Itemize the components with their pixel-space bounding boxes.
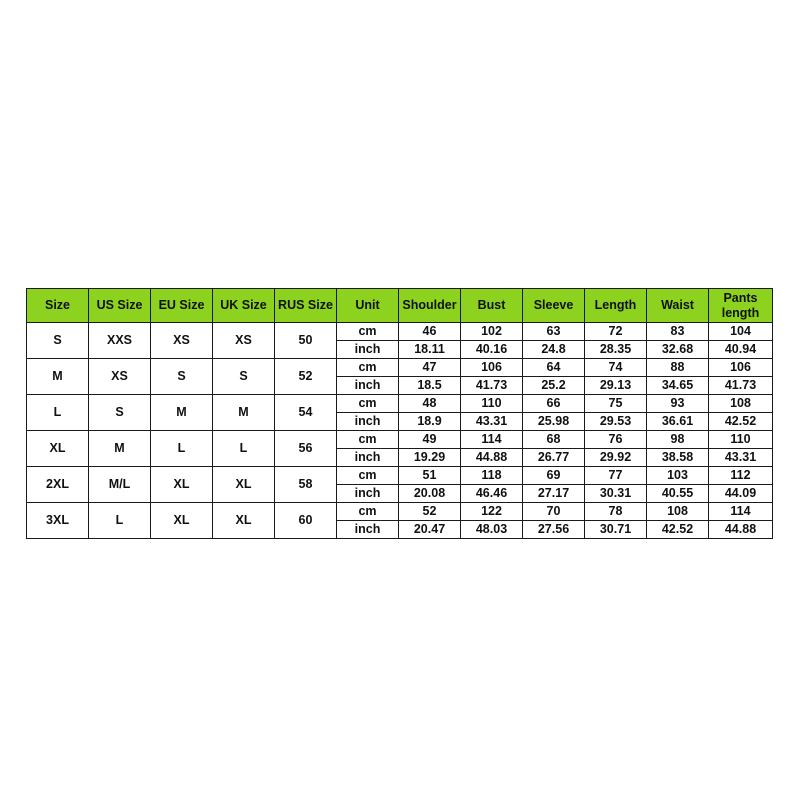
header-uk-size: UK Size	[213, 289, 275, 323]
unit-cell: inch	[337, 521, 399, 539]
eu-size-cell: L	[151, 431, 213, 467]
rus-size-cell: 60	[275, 503, 337, 539]
unit-cell: cm	[337, 503, 399, 521]
rus-size-cell: 52	[275, 359, 337, 395]
sleeve-cell: 69	[523, 467, 585, 485]
rus-size-cell: 50	[275, 323, 337, 359]
bust-cell: 122	[461, 503, 523, 521]
waist-cell: 34.65	[647, 377, 709, 395]
shoulder-cell: 18.11	[399, 341, 461, 359]
uk-size-cell: M	[213, 395, 275, 431]
shoulder-cell: 46	[399, 323, 461, 341]
waist-cell: 103	[647, 467, 709, 485]
header-waist: Waist	[647, 289, 709, 323]
size-cell: 3XL	[27, 503, 89, 539]
rus-size-cell: 58	[275, 467, 337, 503]
shoulder-cell: 20.08	[399, 485, 461, 503]
header-bust: Bust	[461, 289, 523, 323]
sleeve-cell: 63	[523, 323, 585, 341]
sleeve-cell: 24.8	[523, 341, 585, 359]
pants-length-cell: 44.09	[709, 485, 773, 503]
pants-length-cell: 42.52	[709, 413, 773, 431]
size-cell: S	[27, 323, 89, 359]
eu-size-cell: S	[151, 359, 213, 395]
sleeve-cell: 66	[523, 395, 585, 413]
uk-size-cell: L	[213, 431, 275, 467]
eu-size-cell: XS	[151, 323, 213, 359]
length-cell: 77	[585, 467, 647, 485]
bust-cell: 46.46	[461, 485, 523, 503]
us-size-cell: S	[89, 395, 151, 431]
unit-cell: cm	[337, 431, 399, 449]
table-row	[27, 467, 773, 485]
waist-cell: 32.68	[647, 341, 709, 359]
header-rus-size: RUS Size	[275, 289, 337, 323]
shoulder-cell: 49	[399, 431, 461, 449]
waist-cell: 93	[647, 395, 709, 413]
header-shoulder: Shoulder	[399, 289, 461, 323]
sleeve-cell: 64	[523, 359, 585, 377]
waist-cell: 83	[647, 323, 709, 341]
length-cell: 75	[585, 395, 647, 413]
table-row	[27, 323, 773, 341]
unit-cell: inch	[337, 377, 399, 395]
bust-cell: 110	[461, 395, 523, 413]
shoulder-cell: 51	[399, 467, 461, 485]
shoulder-cell: 48	[399, 395, 461, 413]
size-cell: L	[27, 395, 89, 431]
uk-size-cell: XL	[213, 503, 275, 539]
sleeve-cell: 25.98	[523, 413, 585, 431]
sleeve-cell: 27.56	[523, 521, 585, 539]
bust-cell: 48.03	[461, 521, 523, 539]
eu-size-cell: XL	[151, 503, 213, 539]
shoulder-cell: 52	[399, 503, 461, 521]
header-us-size: US Size	[89, 289, 151, 323]
length-cell: 29.53	[585, 413, 647, 431]
waist-cell: 40.55	[647, 485, 709, 503]
sleeve-cell: 25.2	[523, 377, 585, 395]
size-chart-header	[27, 289, 773, 323]
bust-cell: 41.73	[461, 377, 523, 395]
bust-cell: 118	[461, 467, 523, 485]
size-cell: 2XL	[27, 467, 89, 503]
header-row	[27, 289, 773, 323]
header-sleeve: Sleeve	[523, 289, 585, 323]
length-cell: 74	[585, 359, 647, 377]
table-row	[27, 359, 773, 377]
shoulder-cell: 18.9	[399, 413, 461, 431]
pants-length-cell: 40.94	[709, 341, 773, 359]
us-size-cell: XS	[89, 359, 151, 395]
pants-length-cell: 108	[709, 395, 773, 413]
unit-cell: inch	[337, 413, 399, 431]
unit-cell: cm	[337, 395, 399, 413]
header-eu-size: EU Size	[151, 289, 213, 323]
length-cell: 72	[585, 323, 647, 341]
length-cell: 30.31	[585, 485, 647, 503]
sleeve-cell: 68	[523, 431, 585, 449]
uk-size-cell: XS	[213, 323, 275, 359]
us-size-cell: M/L	[89, 467, 151, 503]
pants-length-cell: 44.88	[709, 521, 773, 539]
length-cell: 76	[585, 431, 647, 449]
bust-cell: 44.88	[461, 449, 523, 467]
pants-length-cell: 104	[709, 323, 773, 341]
sleeve-cell: 26.77	[523, 449, 585, 467]
eu-size-cell: XL	[151, 467, 213, 503]
shoulder-cell: 18.5	[399, 377, 461, 395]
uk-size-cell: XL	[213, 467, 275, 503]
table-row	[27, 395, 773, 413]
size-chart-table	[26, 288, 773, 539]
pants-length-cell: 106	[709, 359, 773, 377]
pants-length-cell: 110	[709, 431, 773, 449]
header-size: Size	[27, 289, 89, 323]
pants-length-cell: 41.73	[709, 377, 773, 395]
bust-cell: 102	[461, 323, 523, 341]
waist-cell: 108	[647, 503, 709, 521]
sleeve-cell: 27.17	[523, 485, 585, 503]
waist-cell: 88	[647, 359, 709, 377]
length-cell: 30.71	[585, 521, 647, 539]
table-row	[27, 431, 773, 449]
header-length: Length	[585, 289, 647, 323]
unit-cell: inch	[337, 485, 399, 503]
unit-cell: cm	[337, 467, 399, 485]
shoulder-cell: 20.47	[399, 521, 461, 539]
length-cell: 78	[585, 503, 647, 521]
header-unit: Unit	[337, 289, 399, 323]
pants-length-cell: 114	[709, 503, 773, 521]
rus-size-cell: 54	[275, 395, 337, 431]
unit-cell: inch	[337, 449, 399, 467]
pants-length-cell: 112	[709, 467, 773, 485]
header-pants-length: Pants length	[709, 289, 773, 323]
bust-cell: 114	[461, 431, 523, 449]
sleeve-cell: 70	[523, 503, 585, 521]
unit-cell: cm	[337, 359, 399, 377]
waist-cell: 42.52	[647, 521, 709, 539]
table-row	[27, 503, 773, 521]
us-size-cell: L	[89, 503, 151, 539]
shoulder-cell: 47	[399, 359, 461, 377]
bust-cell: 40.16	[461, 341, 523, 359]
waist-cell: 98	[647, 431, 709, 449]
size-chart-body	[27, 323, 773, 539]
waist-cell: 36.61	[647, 413, 709, 431]
bust-cell: 106	[461, 359, 523, 377]
length-cell: 29.92	[585, 449, 647, 467]
unit-cell: inch	[337, 341, 399, 359]
length-cell: 29.13	[585, 377, 647, 395]
bust-cell: 43.31	[461, 413, 523, 431]
size-cell: XL	[27, 431, 89, 467]
unit-cell: cm	[337, 323, 399, 341]
size-cell: M	[27, 359, 89, 395]
waist-cell: 38.58	[647, 449, 709, 467]
uk-size-cell: S	[213, 359, 275, 395]
eu-size-cell: M	[151, 395, 213, 431]
pants-length-cell: 43.31	[709, 449, 773, 467]
length-cell: 28.35	[585, 341, 647, 359]
us-size-cell: XXS	[89, 323, 151, 359]
us-size-cell: M	[89, 431, 151, 467]
rus-size-cell: 56	[275, 431, 337, 467]
shoulder-cell: 19.29	[399, 449, 461, 467]
